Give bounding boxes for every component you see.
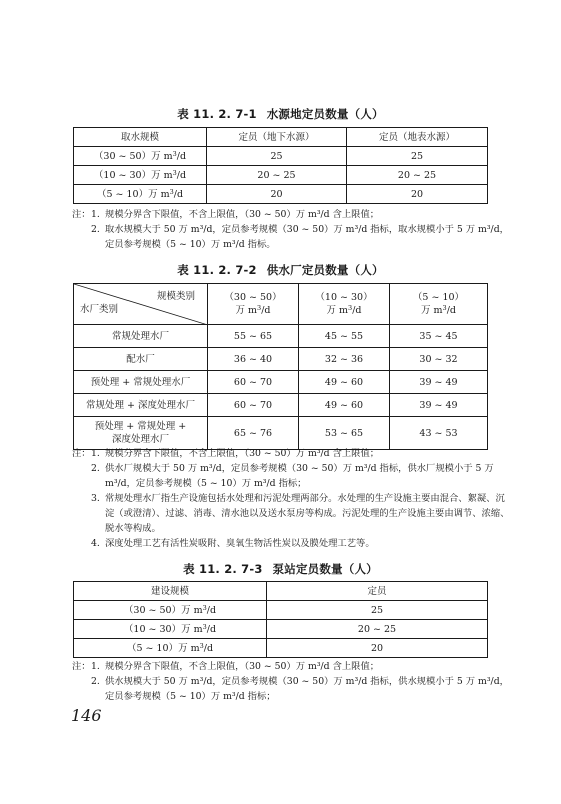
table-row bbox=[74, 620, 488, 639]
table3-notes bbox=[72, 659, 511, 704]
table2-value-cell: 32 ~ 36 bbox=[299, 348, 390, 371]
table2-value-cell: 49 ~ 60 bbox=[299, 394, 390, 417]
table2-type-cell: 配水厂 bbox=[74, 348, 208, 371]
table3-header-scale: 建设规模 bbox=[74, 582, 267, 601]
table2-value-cell: 43 ~ 53 bbox=[390, 417, 488, 450]
table2-value-cell: 49 ~ 60 bbox=[299, 371, 390, 394]
table2-header-row bbox=[74, 284, 488, 325]
diag-top-label: 规模类别 bbox=[156, 291, 195, 302]
table-row bbox=[74, 601, 488, 620]
table3-number: 表 11. 2. 7-3 bbox=[183, 562, 263, 576]
table3-caption bbox=[0, 561, 561, 577]
table2-title: 供水厂定员数量（人） bbox=[266, 263, 384, 277]
notes-lead: 注： bbox=[72, 209, 91, 220]
table1-ground-cell: 20 ~ 25 bbox=[207, 166, 347, 185]
table2-type-cell: 常规处理 + 深度处理水厂 bbox=[74, 394, 208, 417]
table3-scale-cell: （30 ~ 50）万 $m^3/d$ bbox=[74, 601, 267, 620]
table1-scale-cell: （30 ~ 50）万 $m^3/d$ bbox=[74, 147, 207, 166]
note-item: 3. 常规处理水厂指生产设施包括水处理和污泥处理两部分。水处理的生产设施主要由混合、絮凝、沉淀（或澄清）、过滤、消毒、清水池以及送水泵房等构成。污泥处理的生产设施主要由调节、浓缩、脱水等构成。 bbox=[91, 493, 510, 534]
table-row bbox=[74, 394, 488, 417]
note-item: 2. 供水规模大于 50 万 m³/d，定员参考规模（30 ~ 50）万 m³/d 指标，供水规模小于 5 万 m³/d，定员参考规模（5 ~ 10）万 m³/d 指标； bbox=[91, 676, 509, 702]
table1-header-ground: 定员（地下水源） bbox=[207, 128, 347, 147]
page-number: 146 bbox=[71, 706, 102, 725]
table2-type-cell: 常规处理水厂 bbox=[74, 325, 208, 348]
table2-value-cell: 30 ~ 32 bbox=[390, 348, 488, 371]
note-item: 1. 规模分界含下限值，不含上限值，（30 ~ 50）万 m³/d 含上限值； bbox=[91, 448, 380, 459]
table1 bbox=[73, 127, 488, 204]
table-row bbox=[74, 185, 488, 204]
note-item: 2. 取水规模大于 50 万 m³/d，定员参考规模（30 ~ 50）万 m³/d 指标，取水规模小于 5 万 m³/d，定员参考规模（5 ~ 10）万 m³/d 指标。 bbox=[91, 224, 509, 250]
table2-value-cell: 36 ~ 40 bbox=[208, 348, 299, 371]
table1-surface-cell: 25 bbox=[347, 147, 488, 166]
table1-caption bbox=[0, 106, 561, 122]
table3-scale-cell: （5 ~ 10）万 $m^3/d$ bbox=[74, 639, 267, 658]
table3-staff-cell: 25 bbox=[267, 601, 488, 620]
table2-type-cell: 预处理 + 常规处理 + 深度处理水厂 bbox=[74, 417, 208, 450]
table2-value-cell: 39 ~ 49 bbox=[390, 394, 488, 417]
table1-scale-cell: （10 ~ 30）万 $m^3/d$ bbox=[74, 166, 207, 185]
table-row bbox=[74, 639, 488, 658]
table1-header-scale: 取水规模 bbox=[74, 128, 207, 147]
table3 bbox=[73, 581, 488, 658]
table1-ground-cell: 25 bbox=[207, 147, 347, 166]
table1-header-row bbox=[74, 128, 488, 147]
table1-notes bbox=[72, 207, 511, 252]
table2-value-cell: 65 ~ 76 bbox=[208, 417, 299, 450]
table2-value-cell: 60 ~ 70 bbox=[208, 394, 299, 417]
table2-value-cell: 45 ~ 55 bbox=[299, 325, 390, 348]
note-item: 1. 规模分界含下限值，不含上限值，（30 ~ 50）万 m³/d 含上限值； bbox=[91, 209, 380, 220]
table3-staff-cell: 20 bbox=[267, 639, 488, 658]
note-item: 1. 规模分界含下限值，不含上限值，（30 ~ 50）万 m³/d 含上限值； bbox=[91, 661, 380, 672]
table-row bbox=[74, 325, 488, 348]
table2 bbox=[73, 283, 488, 450]
table3-title: 泵站定员数量（人） bbox=[272, 562, 378, 576]
table1-ground-cell: 20 bbox=[207, 185, 347, 204]
notes-lead: 注： bbox=[72, 661, 91, 672]
table3-header-staff: 定员 bbox=[267, 582, 488, 601]
table-row bbox=[74, 166, 488, 185]
table2-diagonal-header bbox=[74, 284, 208, 325]
table2-value-cell: 55 ~ 65 bbox=[208, 325, 299, 348]
table2-value-cell: 53 ~ 65 bbox=[299, 417, 390, 450]
notes-lead: 注： bbox=[72, 448, 91, 459]
table2-col-header: （30 ~ 50） 万 $m^3/d$ bbox=[208, 284, 299, 325]
note-item: 2. 供水厂规模大于 50 万 m³/d，定员参考规模（30 ~ 50）万 m³/d 指标，供水厂规模小于 5 万 m³/d，定员参考规模（5 ~ 10）万 m³/d 指标； bbox=[91, 463, 494, 489]
table2-number: 表 11. 2. 7-2 bbox=[177, 263, 257, 277]
table2-value-cell: 35 ~ 45 bbox=[390, 325, 488, 348]
note-item: 4. 深度处理工艺有活性炭吸附、臭氧生物活性炭以及膜处理工艺等。 bbox=[91, 538, 375, 549]
table-row bbox=[74, 147, 488, 166]
table-row bbox=[74, 417, 488, 450]
table3-staff-cell: 20 ~ 25 bbox=[267, 620, 488, 639]
table2-col-header: （5 ~ 10） 万 $m^3/d$ bbox=[390, 284, 488, 325]
table2-caption bbox=[0, 262, 561, 278]
table2-notes bbox=[72, 446, 511, 551]
table2-value-cell: 39 ~ 49 bbox=[390, 371, 488, 394]
diag-bottom-label: 水厂类别 bbox=[80, 304, 119, 315]
table-row bbox=[74, 371, 488, 394]
table1-title: 水源地定员数量（人） bbox=[266, 107, 384, 121]
table1-number: 表 11. 2. 7-1 bbox=[177, 107, 257, 121]
table1-header-surface: 定员（地表水源） bbox=[347, 128, 488, 147]
table2-col-header: （10 ~ 30） 万 $m^3/d$ bbox=[299, 284, 390, 325]
table3-scale-cell: （10 ~ 30）万 $m^3/d$ bbox=[74, 620, 267, 639]
table2-type-cell: 预处理 + 常规处理水厂 bbox=[74, 371, 208, 394]
table1-scale-cell: （5 ~ 10）万 $m^3/d$ bbox=[74, 185, 207, 204]
table-row bbox=[74, 348, 488, 371]
table1-surface-cell: 20 ~ 25 bbox=[347, 166, 488, 185]
table2-value-cell: 60 ~ 70 bbox=[208, 371, 299, 394]
table3-header-row bbox=[74, 582, 488, 601]
table1-surface-cell: 20 bbox=[347, 185, 488, 204]
